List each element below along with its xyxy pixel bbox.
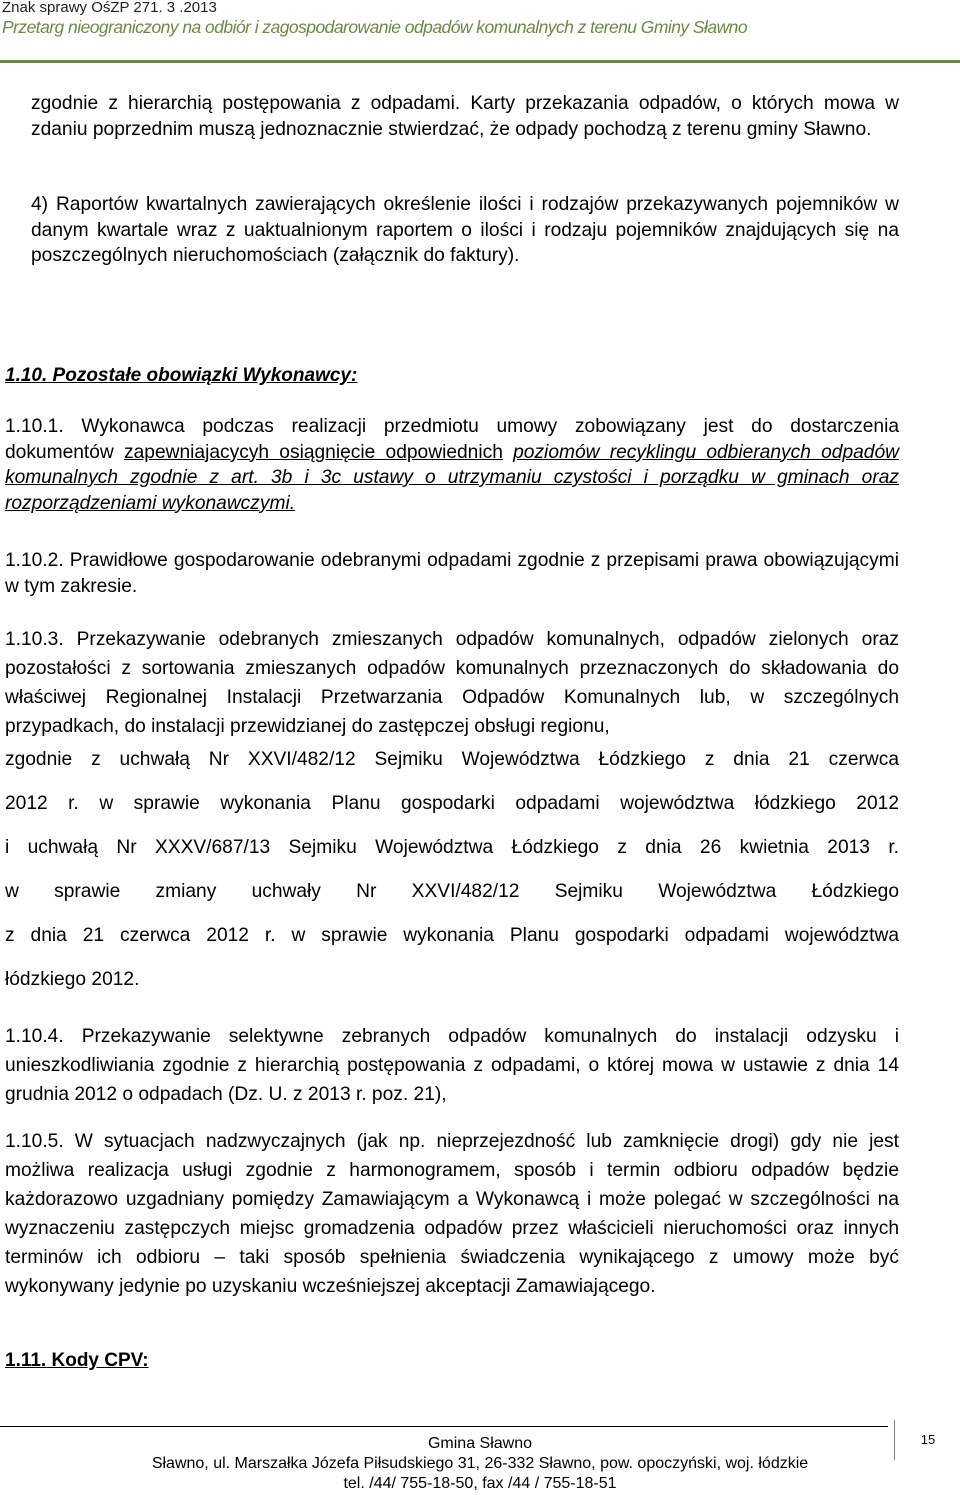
paragraph-1-10-2: 1.10.2. Prawidłowe gospodarowanie odebranymi odpadami zgodnie z przepisami prawa obowiązującymi w tym zakresie. — [5, 550, 899, 597]
underlined-italic-phrase: poziomów recyklingu odbieranych odpadów komunalnych zgodnie z art. 3b i 3c ustawy o utrzymaniu czystości i porządku w gminach oraz rozporządzeniami wykonawczymi. — [5, 441, 899, 514]
paragraph-item-4: 4) Raportów kwartalnych zawierających określenie ilości i rodzajów przekazywanych pojemników w danym kwartale wraz z uaktualnionym raportem o ilości i rodzaju pojemników znajdujących się na poszczególnych nieruchomościach (załącznik do faktury). — [31, 194, 899, 266]
paragraph-1-10-1 — [5, 414, 899, 516]
paragraph-1-10-4: 1.10.4. Przekazywanie selektywne zebranych odpadów komunalnych do instalacji odzysku i unieszkodliwiania zgodnie z hierarchią postępowania z odpadami, o której mowa w ustawie z dnia 14 grudnia 2012 o odpadach (Dz. U. z 2013 r. poz. 21), — [5, 1026, 899, 1105]
paragraph-1-10-3-line: z dnia 21 czerwca 2012 r. w sprawie wykonania Planu gospodarki odpadami województwa — [5, 925, 899, 946]
paragraph-1-10-3: 1.10.3. Przekazywanie odebranych zmieszanych odpadów komunalnych, odpadów zielonych oraz pozostałości z sortowania zmieszanych odpadów komunalnych przeznaczonych do składowania do właściwej Regionalnej Instalacji Przetwarzania Odpadów Komunalnych lub, w szczególnych przypadkach, do instalacji przewidzianej do zastępczej obsługi regionu, — [5, 629, 899, 737]
underlined-phrase: zapewniajacycyh osiągnięcie odpowiednich — [124, 441, 503, 463]
paragraph-1-10-3-line: w sprawie zmiany uchwały Nr XXVI/482/12 Sejmiku Województwa Łódzkiego — [5, 881, 899, 902]
section-heading-1-10: 1.10. Pozostałe obowiązki Wykonawcy: — [5, 365, 358, 386]
paragraph-1-10-5: 1.10.5. W sytuacjach nadzwyczajnych (jak np. nieprzejezdność lub zamknięcie drogi) gdy nie jest możliwa realizacja usługi zgodnie z harmonogramem, sposób i termin odbioru odpadów będzie każdorazowo uzgadniany pomiędzy Zamawiającym a Wykonawcą i może polegać w szczególności na wyznaczeniu zastępczych miejsc gromadzenia odpadów przez właścicieli nieruchomości oraz innych terminów ich odbioru – taki sposób spełnienia świadczenia wynikającego z umowy może być wykonywany jedynie po uzyskaniu wcześniejszej akceptacji Zamawiającego. — [5, 1131, 899, 1297]
case-number: Znak sprawy OśZP 271. 3 .2013 — [2, 0, 217, 16]
paragraph-1-10-3-line: i uchwałą Nr XXXV/687/13 Sejmiku Województwa Łódzkiego z dnia 26 kwietnia 2013 r. — [5, 837, 899, 858]
document-header-title: Przetarg nieograniczony na odbiór i zagospodarowanie odpadów komunalnych z terenu Gminy Sławno — [2, 17, 748, 37]
paragraph-1-10-1-text: 1.10.1. Wykonawca podczas realizacji przedmiotu umowy zobowiązany jest do dostarczenia dokumentów — [5, 416, 899, 463]
footer-address: Sławno, ul. Marszałka Józefa Piłsudskiego 31, 26-332 Sławno, pow. opoczyński, woj. łódzkie — [151, 1455, 809, 1472]
paragraph-1-10-3-line: 2012 r. w sprawie wykonania Planu gospodarki odpadami województwa łódzkiego 2012 — [5, 793, 899, 814]
header-divider — [0, 60, 960, 63]
footer-divider — [0, 1426, 888, 1427]
spacer — [503, 442, 513, 463]
footer-contact: tel. /44/ 755-18-50, fax /44 / 755-18-51 — [343, 1475, 617, 1492]
paragraph-1-10-3-line: zgodnie z uchwałą Nr XXVI/482/12 Sejmiku Województwa Łódzkiego z dnia 21 czerwca — [5, 749, 899, 770]
paragraph-continuation: zgodnie z hierarchią postępowania z odpadami. Karty przekazania odpadów, o których mowa w zdaniu poprzednim muszą jednoznacznie stwierdzać, że odpady pochodzą z terenu gminy Sławno. — [31, 93, 899, 140]
page-number: 15 — [920, 1432, 936, 1447]
paragraph-1-10-3-line: łódzkiego 2012. — [5, 969, 140, 990]
section-heading-1-11: 1.11. Kody CPV: — [5, 1350, 149, 1371]
footer-organization: Gmina Sławno — [427, 1435, 533, 1452]
